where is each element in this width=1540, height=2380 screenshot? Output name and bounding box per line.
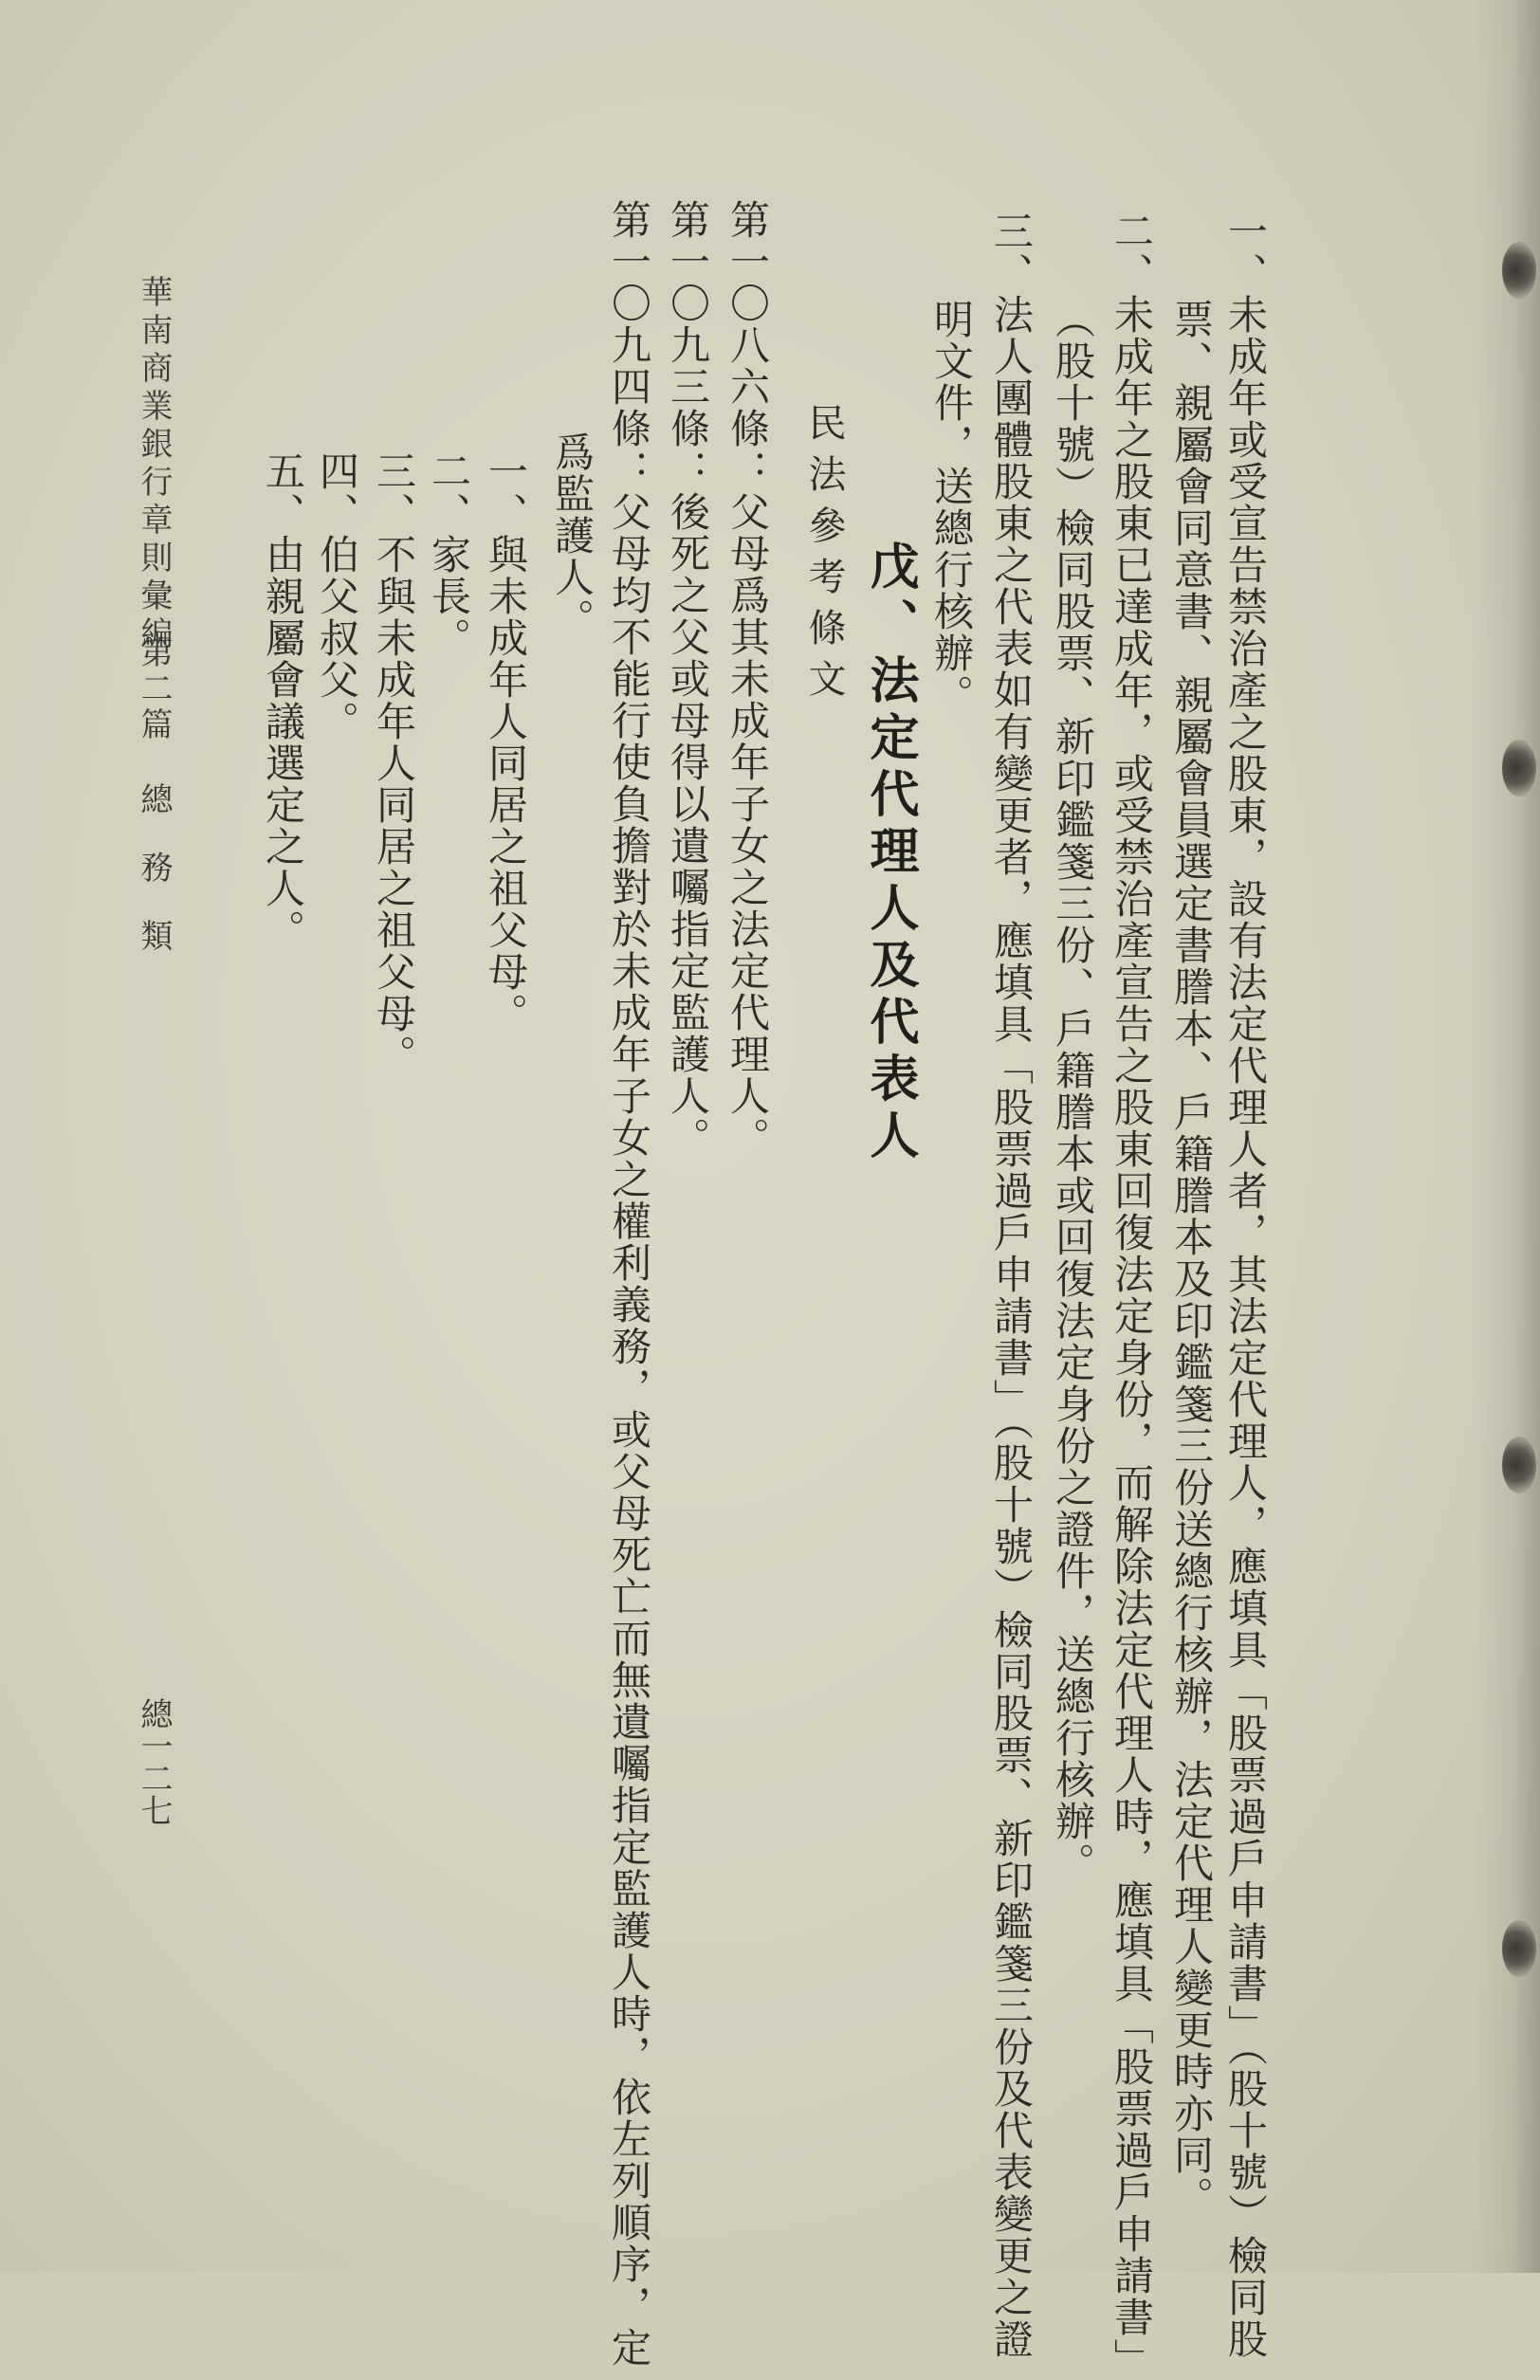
article-1086: 第一〇八六條：父母爲其未成年子女之法定代理人。 xyxy=(724,199,771,1159)
item-3-line-1: 三、法人團體股東之代表如有變更者，應填具「股票過戶申請書」（股十號）檢同股票、新印鑑箋三份及代表變更之證 xyxy=(988,211,1035,2360)
item-2-line-2: （股十號）檢同股票、新印鑑箋三份、戶籍謄本或回復法定身份之證件，送總行核辦。 xyxy=(1050,299,1096,1884)
footer-volume: 第二篇 xyxy=(135,635,173,743)
section-title: 戊、法定代理人及代表人 xyxy=(861,540,918,1166)
guardian-order-item-1: 一、與未成年人同居之祖父母。 xyxy=(483,450,529,1034)
article-1093: 第一〇九三條：後死之父或母得以遺囑指定監護人。 xyxy=(665,199,711,1159)
binding-hole-2 xyxy=(1502,740,1536,796)
item-1-line-1: 一、未成年或受宣告禁治產之股東，設有法定代理人者，其法定代理人，應填具「股票過戶申請書」（股十號）檢同股 xyxy=(1222,211,1269,2360)
item-2-line-1: 二、未成年之股東已達成年，或受禁治產宣告之股東回復法定身份，而解除法定代理人時，應填具「股票過戶申請書」 xyxy=(1109,211,1155,2380)
guardian-order-item-4: 四、伯父叔父。 xyxy=(314,450,360,742)
civil-code-heading: 民法參考條文 xyxy=(802,403,846,710)
footer-category: 總 務 類 xyxy=(135,782,173,953)
item-3-line-2: 明文件，送總行核辦。 xyxy=(928,299,975,716)
item-1-line-2: 票、親屬會同意書、親屬會員選定書謄本、戶籍謄本及印鑑箋三份送總行核辦，法定代理人變更時亦同。 xyxy=(1168,299,1215,2218)
binding-hole-4 xyxy=(1502,1920,1536,1977)
binding-hole-1 xyxy=(1502,242,1536,299)
footer-book-title: 華南商業銀行章則彙編 xyxy=(135,275,173,654)
article-1094-continuation: 爲監護人。 xyxy=(549,431,596,640)
guardian-order-item-2: 二、家長。 xyxy=(426,450,472,659)
guardian-order-item-3: 三、不與未成年人同居之祖父母。 xyxy=(371,450,417,1076)
guardian-order-item-5: 五、由親屬會議選定之人。 xyxy=(260,450,306,951)
binding-hole-3 xyxy=(1502,1437,1536,1493)
article-1094: 第一〇九四條：父母均不能行使負擔對於未成年子女之權利義務，或父母死亡而無遺囑指定監護人時，依左列順序，定 xyxy=(606,199,652,2369)
page-number: 總一二七 xyxy=(135,1697,173,1826)
